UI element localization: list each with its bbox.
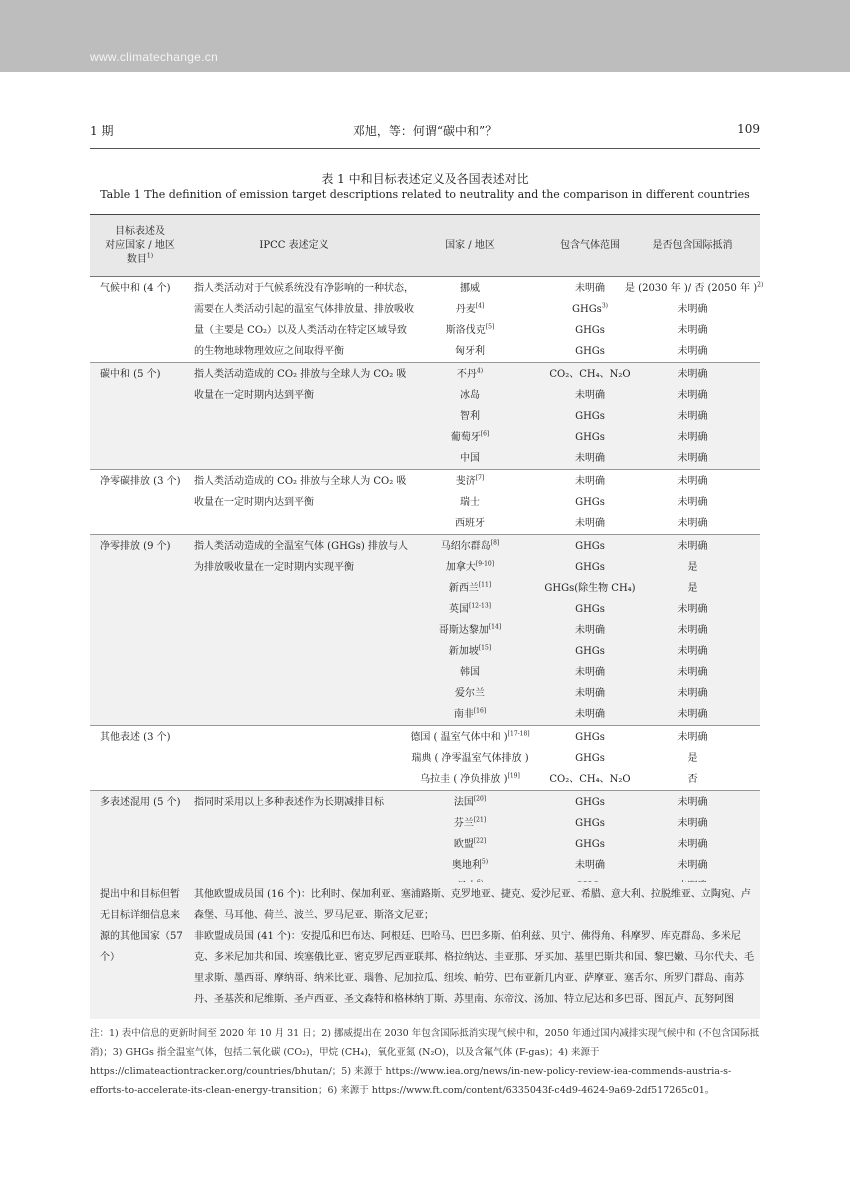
group-definition: 指人类活动造成的 CO₂ 排放与全球人为 CO₂ 吸收量在一定时期内达到平衡	[194, 369, 407, 401]
intl-offset-cell	[625, 557, 760, 578]
intl-offset-value: 未明确	[677, 369, 708, 380]
country-name: 哥斯达黎加	[438, 625, 489, 636]
country-name: 德国 ( 温室气体中和 )	[410, 732, 508, 743]
table-row	[90, 599, 760, 620]
table-row	[90, 385, 760, 406]
country-cell	[390, 364, 550, 385]
citation-ref: [7]	[475, 474, 485, 482]
intl-offset-cell	[625, 855, 760, 876]
intl-offset-cell	[625, 683, 760, 704]
header-category-line: 对应国家 / 地区	[105, 240, 175, 251]
header-definition: IPCC 表述定义	[259, 240, 329, 251]
group-definition: 指人类活动造成的全温室气体 (GHGs) 排放与人为排放吸收量在一定时期内实现平衡	[194, 541, 408, 573]
table-row	[90, 834, 760, 855]
non-eu-member-list: 非欧盟成员国 (41 个)：安提瓜和巴布达、阿根廷、巴哈马、巴巴多斯、伯利兹、贝宁、佛得角、科摩罗、库克群岛、多米尼克、多米尼加共和国、埃塞俄比亚、密克罗尼西亚联邦、格拉纳达、圭亚那、牙买加、基里巴斯共和国、黎巴嫩、马尔代夫、毛里求斯、墨西哥、摩纳哥、纳米比亚、瑙鲁、尼加拉瓜、纽埃、帕劳、巴布亚新几内亚、萨摩亚、塞舌尔、所罗门群岛、南苏丹、圣基茨和尼维斯、圣卢西亚、圣文森特和格林纳丁斯、苏里南、东帝汶、汤加、特立尼达和多巴哥、图瓦卢、瓦努阿图	[194, 931, 754, 1005]
intl-offset-value: 未明确	[677, 818, 708, 829]
table-header	[90, 215, 760, 277]
comparison-table	[90, 214, 764, 1018]
intl-offset-value: 未明确	[677, 839, 708, 850]
group-definition: 指人类活动对于气候系统没有净影响的一种状态，需要在人类活动引起的温室气体排放量、排放吸收量（主要是 CO₂）以及人类活动在特定区域导致的生物地球物理效应之间取得平衡	[194, 283, 414, 357]
group-definition: 指人类活动造成的 CO₂ 排放与全球人为 CO₂ 吸收量在一定时期内达到平衡	[194, 476, 407, 508]
country-name: 爱尔兰	[455, 688, 485, 699]
country-cell	[390, 855, 550, 876]
country-name: 葡萄牙	[450, 432, 481, 443]
citation-ref: [17-18]	[507, 730, 530, 738]
table-row	[90, 813, 760, 834]
intl-offset-cell	[625, 727, 760, 748]
intl-offset-cell	[625, 278, 764, 299]
table-row	[90, 683, 760, 704]
country-name: 英国	[449, 604, 469, 615]
gas-scope-value: GHGs	[575, 604, 605, 615]
country-name: 中国	[460, 453, 480, 464]
citation-ref: [20]	[473, 795, 487, 803]
intl-offset-cell	[625, 536, 760, 557]
intl-offset-cell	[625, 385, 760, 406]
country-name: 加拿大	[445, 562, 476, 573]
gas-scope-value: 未明确	[575, 667, 605, 678]
country-cell	[390, 834, 550, 855]
country-cell	[390, 792, 550, 813]
intl-offset-cell	[625, 792, 760, 813]
intl-offset-value: 未明确	[677, 860, 708, 871]
gas-scope-value: GHGs	[575, 753, 605, 764]
country-cell	[390, 471, 550, 492]
country-name: 奥地利	[451, 860, 482, 871]
intl-offset-cell	[625, 834, 760, 855]
citation-ref: [6]	[480, 430, 490, 438]
table-row	[90, 471, 760, 492]
table-row	[90, 427, 760, 448]
group-category: 碳中和 (5 个)	[100, 369, 161, 380]
intl-offset-value: 未明确	[677, 304, 708, 315]
intl-offset-value: 未明确	[677, 604, 708, 615]
country-name: 法国	[453, 797, 474, 808]
gas-scope-value: CO₂、CH₄、N₂O	[549, 774, 631, 785]
table-row	[90, 492, 760, 513]
country-name: 瑞典 ( 净零温室气体排放 )	[411, 753, 529, 764]
intl-offset-value: 未明确	[677, 476, 708, 487]
country-cell	[390, 406, 550, 427]
intl-offset-value: 未明确	[677, 325, 708, 336]
intl-offset-cell	[625, 341, 760, 362]
header-rule	[90, 148, 760, 149]
intl-offset-value: 未明确	[677, 411, 708, 422]
citation-ref: [5]	[485, 323, 495, 331]
country-cell	[390, 578, 550, 599]
table-row	[90, 536, 760, 557]
table-row	[90, 662, 760, 683]
table-row	[90, 641, 760, 662]
country-cell	[390, 513, 550, 534]
table-row	[90, 448, 760, 469]
country-name: 乌拉圭 ( 净负排放 )	[420, 774, 508, 785]
table-group	[90, 363, 760, 470]
table-group	[90, 277, 764, 363]
table-row	[90, 578, 760, 599]
table-row	[90, 748, 760, 769]
intl-offset-cell	[625, 513, 760, 534]
intl-offset-cell	[625, 620, 760, 641]
country-cell	[390, 427, 550, 448]
intl-offset-cell	[625, 448, 760, 469]
intl-offset-cell	[625, 641, 760, 662]
citation-ref: [21]	[473, 816, 487, 824]
gas-scope-value: GHGs	[575, 432, 605, 443]
journal-url: www.climatechange.cn	[90, 50, 219, 64]
country-cell	[390, 536, 550, 557]
country-name: 斐济	[455, 476, 476, 487]
gas-scope-value: 未明确	[575, 688, 605, 699]
table-row	[90, 406, 760, 427]
group-definition: 指同时采用以上多种表述作为长期减排目标	[194, 797, 384, 808]
header-category-line: 目标表述及	[115, 226, 165, 237]
table-group-other-countries	[90, 882, 760, 1019]
gas-scope-value: GHGs	[575, 562, 605, 573]
citation-ref: [15]	[478, 644, 492, 652]
intl-offset-cell	[625, 813, 760, 834]
country-cell	[390, 557, 550, 578]
table-row	[90, 513, 760, 534]
intl-offset-cell	[625, 769, 760, 790]
gas-scope-value: 未明确	[575, 518, 605, 529]
footnote-ref: 2)	[757, 281, 764, 289]
country-name: 斯洛伐克	[445, 325, 486, 336]
country-name: 欧盟	[453, 839, 474, 850]
country-cell	[390, 813, 550, 834]
gas-scope-value: 未明确	[575, 476, 605, 487]
country-name: 挪威	[460, 283, 480, 294]
gas-scope-value: GHGs	[575, 541, 605, 552]
gas-scope-value: 未明确	[575, 390, 605, 401]
citation-ref: 4)	[476, 367, 484, 375]
intl-offset-value: 未明确	[677, 646, 708, 657]
footnote-ref: 3)	[601, 302, 608, 310]
header-category	[90, 225, 190, 267]
citation-ref: [19]	[507, 772, 520, 780]
table-row	[90, 278, 764, 299]
page-number: 109	[737, 122, 760, 136]
intl-offset-cell	[625, 427, 760, 448]
group-category: 多表述混用 (5 个)	[100, 797, 181, 808]
citation-ref: [9-10]	[475, 560, 495, 568]
table-row	[90, 320, 760, 341]
country-cell	[390, 641, 550, 662]
running-head	[90, 122, 760, 142]
intl-offset-cell	[625, 662, 760, 683]
country-name: 不丹	[456, 369, 477, 380]
table-row	[90, 727, 760, 748]
intl-offset-value: 未明确	[677, 346, 708, 357]
article-title: 邓旭，等：何谓“碳中和”？	[352, 124, 498, 138]
intl-offset-cell	[625, 599, 760, 620]
header-category-count: 数目	[126, 254, 147, 265]
country-name: 新西兰	[448, 583, 479, 594]
intl-offset-value: 未明确	[677, 432, 708, 443]
country-cell	[390, 662, 550, 683]
intl-offset-value: 未明确	[677, 797, 708, 808]
intl-offset-value: 未明确	[677, 667, 708, 678]
intl-offset-value: 是	[687, 753, 698, 764]
intl-offset-value: 是	[687, 562, 698, 573]
footnote-ref: 1)	[146, 252, 154, 260]
intl-offset-value: 未明确	[677, 625, 708, 636]
group-category: 其他表述 (3 个)	[100, 732, 171, 743]
country-name: 冰岛	[460, 390, 480, 401]
intl-offset-cell	[625, 578, 760, 599]
intl-offset-value: 未明确	[677, 518, 708, 529]
table-row	[90, 341, 760, 362]
table-row	[90, 364, 760, 385]
intl-offset-value: 未明确	[677, 732, 708, 743]
gas-scope-value: 未明确	[575, 625, 605, 636]
gas-scope-value: GHGs	[575, 797, 605, 808]
intl-offset-cell	[625, 492, 760, 513]
gas-scope-value: GHGs(除生物 CH₄)	[544, 583, 636, 594]
country-name: 韩国	[460, 667, 480, 678]
country-name: 瑞士	[460, 497, 480, 508]
journal-banner	[0, 0, 850, 72]
citation-ref: [22]	[473, 837, 487, 845]
gas-scope-value: GHGs	[575, 497, 605, 508]
intl-offset-value: 未明确	[677, 497, 708, 508]
country-cell	[390, 278, 550, 299]
gas-scope-value: GHGs	[575, 325, 605, 336]
group-category: 气候中和 (4 个)	[100, 283, 171, 294]
intl-offset-cell	[625, 748, 760, 769]
country-name: 智利	[460, 411, 480, 422]
country-name: 马绍尔群岛	[440, 541, 491, 552]
intl-offset-value: 是 (2030 年 )/ 否 (2050 年 )	[625, 283, 758, 294]
intl-offset-value: 未明确	[677, 709, 708, 720]
country-cell	[390, 299, 550, 320]
country-cell	[390, 683, 550, 704]
table-caption-zh: 表 1 中和目标表述定义及各国表述对比	[321, 172, 529, 186]
gas-scope-value: GHGs	[571, 304, 602, 315]
country-cell	[390, 492, 550, 513]
country-cell	[390, 620, 550, 641]
table-group	[90, 470, 760, 535]
citation-ref: [8]	[490, 539, 500, 547]
gas-scope-value: 未明确	[575, 709, 605, 720]
table-row	[90, 792, 760, 813]
country-name: 西班牙	[455, 518, 485, 529]
gas-scope-value: GHGs	[575, 818, 605, 829]
header-intl-offset: 是否包含国际抵消	[652, 240, 733, 251]
country-cell	[390, 748, 550, 769]
gas-scope-value: GHGs	[575, 411, 605, 422]
gas-scope-value: GHGs	[575, 646, 605, 657]
intl-offset-cell	[625, 320, 760, 341]
citation-ref: [12-13]	[469, 602, 491, 610]
gas-scope-value: 未明确	[575, 283, 605, 294]
citation-ref: [14]	[488, 623, 502, 631]
citation-ref: 5)	[481, 858, 489, 866]
header-country: 国家 / 地区	[445, 240, 495, 251]
citation-ref: [11]	[478, 581, 492, 589]
intl-offset-value: 未明确	[677, 453, 708, 464]
intl-offset-cell	[625, 406, 760, 427]
table-row	[90, 299, 760, 320]
country-cell	[390, 704, 550, 725]
intl-offset-value: 未明确	[677, 390, 708, 401]
intl-offset-cell	[625, 471, 760, 492]
country-cell	[390, 448, 550, 469]
country-name: 芬兰	[453, 818, 474, 829]
country-cell	[390, 385, 550, 406]
table-caption-en: Table 1 The definition of emission target descriptions related to neutrality and the comparison in different countries	[100, 188, 750, 201]
group-category: 净零碳排放 (3 个)	[100, 476, 181, 487]
intl-offset-value: 未明确	[677, 688, 708, 699]
citation-ref: [4]	[475, 302, 485, 310]
country-cell	[390, 320, 550, 341]
intl-offset-cell	[625, 299, 760, 320]
table-row	[90, 855, 760, 876]
table-row	[90, 620, 760, 641]
table-row	[90, 704, 760, 725]
intl-offset-cell	[625, 364, 760, 385]
gas-scope-value: GHGs	[575, 732, 605, 743]
group-country-list	[194, 884, 754, 1010]
intl-offset-cell	[625, 704, 760, 725]
country-cell	[390, 769, 550, 790]
intl-offset-value: 是	[687, 583, 698, 594]
table-notes: 注：1) 表中信息的更新时间至 2020 年 10 月 31 日；2) 挪威提出在 2030 年包含国际抵消实现气候中和，2050 年通过国内减排实现气候中和 (不包含国际抵消)；3) GHGs 指全温室气体，包括二氧化碳 (CO₂)，甲烷 (CH₄)，氧化亚氮 (N₂O)，以及含氟气体 (F-gas)；4) 来源于 https://climateactiontracker.org/countries/bhutan/；5) 来源于 https://www.iea.org/news/in-new-policy-review-iea-commends-austria-s-efforts-to-accelerate-its-clean-energy-transition；6) 来源于 https://www.ft.com/content/6335043f-c4d9-4624-9a69-2df517265c01。	[90, 1028, 760, 1096]
table-row	[90, 769, 760, 790]
header-gas: 包含气体范围	[560, 240, 620, 251]
country-name: 新加坡	[448, 646, 479, 657]
intl-offset-value: 未明确	[677, 541, 708, 552]
gas-scope-value: 未明确	[575, 453, 605, 464]
table-group	[90, 726, 760, 791]
country-cell	[390, 727, 550, 748]
table-group	[90, 535, 760, 726]
header-category-line	[90, 253, 190, 267]
gas-scope-value: 未明确	[575, 860, 605, 871]
group-category: 提出中和目标但暂无目标详细信息来源的其他国家（57 个）	[100, 889, 183, 963]
table-row	[90, 557, 760, 578]
country-name: 丹麦	[455, 304, 476, 315]
gas-scope-value: GHGs	[575, 346, 605, 357]
country-cell	[390, 341, 550, 362]
group-category: 净零排放 (9 个)	[100, 541, 171, 552]
country-name: 南非	[453, 709, 474, 720]
intl-offset-value: 否	[687, 774, 698, 785]
issue-number: 1 期	[90, 124, 114, 138]
citation-ref: [16]	[473, 707, 487, 715]
gas-scope-value: GHGs	[575, 839, 605, 850]
gas-scope-value: CO₂、CH₄、N₂O	[549, 369, 631, 380]
eu-member-list: 其他欧盟成员国 (16 个)：比利时、保加利亚、塞浦路斯、克罗地亚、捷克、爱沙尼亚、希腊、意大利、拉脱维亚、立陶宛、卢森堡、马耳他、荷兰、波兰、罗马尼亚、斯洛文尼亚；	[194, 889, 751, 921]
country-name: 匈牙利	[455, 346, 485, 357]
country-cell	[390, 599, 550, 620]
